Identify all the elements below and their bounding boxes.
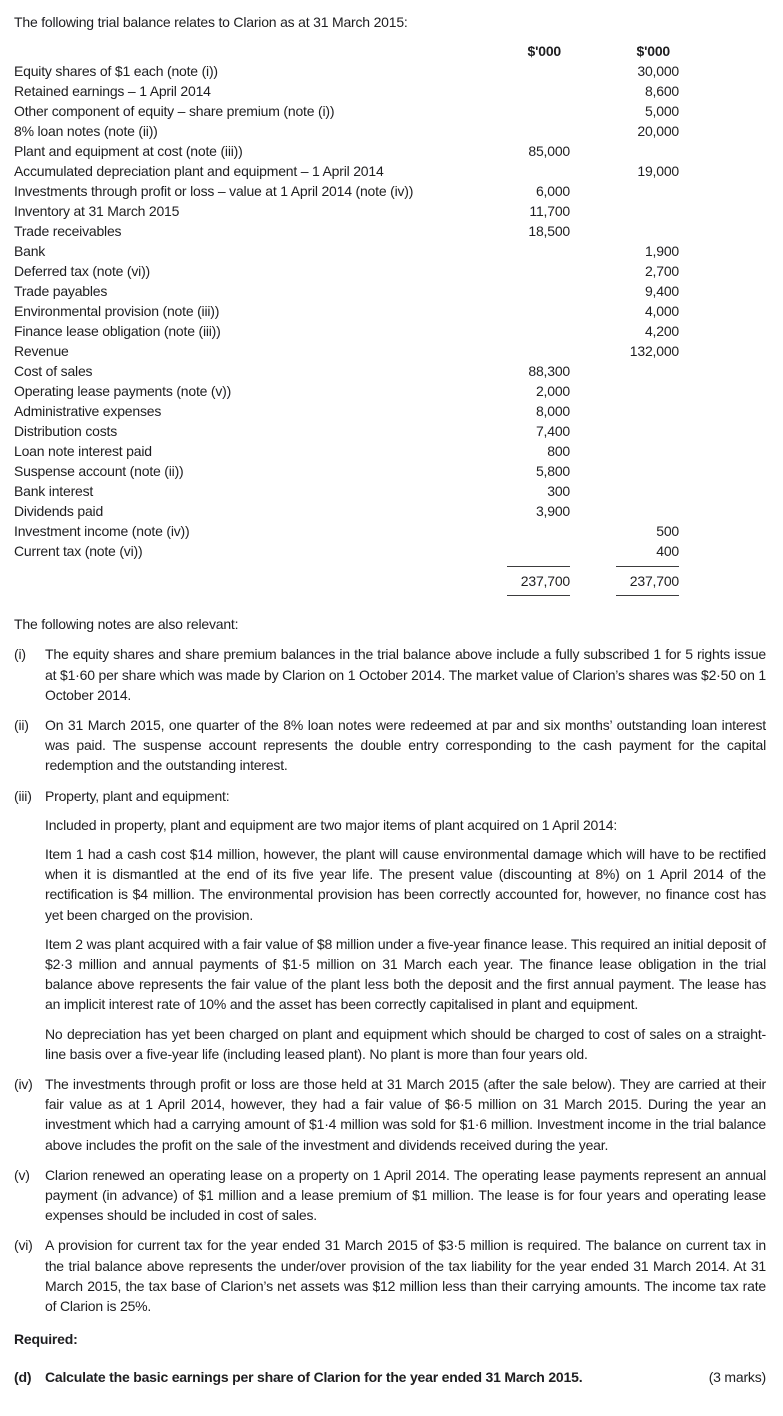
debit-value: [474, 101, 570, 121]
note-label: (v): [14, 1166, 30, 1183]
table-row: [14, 161, 679, 181]
table-row: [14, 61, 679, 81]
note-item-vi: [14, 1235, 766, 1316]
debit-value: 7,400: [535, 423, 570, 440]
note-body: [45, 1235, 766, 1316]
credit-value: 19,000: [637, 163, 679, 180]
account-label: Other component of equity – share premium (note (i)): [14, 103, 335, 120]
debit-value: 2,000: [535, 383, 570, 400]
account-label: Trade payables: [14, 283, 108, 300]
note-paragraph: Clarion renewed an operating lease on a property on 1 April 2014. The operating lease payments represent an annual payment (in advance) of $1 million and a lease premium of $1 million. The lease is for four years and operating lease expenses should be included in cost of sales.: [45, 1166, 766, 1224]
credit-value: 4,000: [644, 303, 679, 320]
note-body: [45, 1165, 766, 1226]
note-item-i: [14, 644, 766, 705]
table-row: [14, 441, 679, 461]
account-column-header: [14, 41, 474, 61]
note-paragraph: Item 2 was plant acquired with a fair value of $8 million under a five-year finance lease. This required an initial deposit of $2·3 million and annual payments of $1·5 million on 31 March each year. The finance lease obligation in the trial balance above represents the fair value of the plant less both the deposit and the first annual payment. The lease has an implicit interest rate of 10% and the asset has been correctly capitalised in plant and equipment.: [45, 935, 766, 1013]
totals-row: [14, 561, 679, 596]
required-label: Required:: [14, 1331, 78, 1348]
table-row: [14, 421, 679, 441]
account-label: Current tax (note (vi)): [14, 543, 143, 560]
debit-value: 88,300: [528, 363, 570, 380]
account-label: Cost of sales: [14, 363, 93, 380]
credit-value: 20,000: [637, 123, 679, 140]
table-row: [14, 261, 679, 281]
debit-value: [474, 521, 570, 541]
credit-value: 500: [656, 523, 679, 540]
note-label: (iv): [14, 1076, 33, 1093]
note-item-ii: [14, 715, 766, 776]
table-row: [14, 221, 679, 241]
credit-value: 4,200: [644, 323, 679, 340]
notes-intro: The following notes are also relevant:: [14, 616, 239, 633]
account-label: Revenue: [14, 343, 69, 360]
total-credit: 237,700: [616, 566, 679, 596]
credit-value: 1,900: [644, 243, 679, 260]
note-item-iv: [14, 1074, 766, 1155]
table-row: [14, 81, 679, 101]
table-header-row: [14, 41, 679, 61]
question-text: Calculate the basic earnings per share of Clarion for the year ended 31 March 2015.: [45, 1368, 583, 1385]
note-body: [45, 1074, 766, 1155]
credit-value: [570, 141, 679, 161]
debit-value: [474, 281, 570, 301]
marks-label: (3 marks): [708, 1368, 766, 1385]
account-label: Environmental provision (note (iii)): [14, 303, 220, 320]
account-label: Accumulated depreciation plant and equipment – 1 April 2014: [14, 163, 384, 180]
debit-value: 8,000: [535, 403, 570, 420]
credit-value: [570, 401, 679, 421]
table-row: [14, 481, 679, 501]
table-row: [14, 101, 679, 121]
credit-value: 400: [656, 543, 679, 560]
account-label: Inventory at 31 March 2015: [14, 203, 180, 220]
note-body: [45, 715, 766, 776]
note-paragraph: No depreciation has yet been charged on plant and equipment which should be charged to cost of sales on a straight-line basis over a five-year life (including leased plant). No plant is more than four years old.: [45, 1025, 766, 1062]
credit-value: 5,000: [644, 103, 679, 120]
table-row: [14, 401, 679, 421]
debit-value: 85,000: [528, 143, 570, 160]
table-row: [14, 381, 679, 401]
table-row: [14, 541, 679, 561]
note-body: [45, 786, 766, 1064]
account-label: Deferred tax (note (vi)): [14, 263, 151, 280]
table-row: [14, 521, 679, 541]
note-paragraph: A provision for current tax for the year ended 31 March 2015 of $3·5 million is required. The balance on current tax in the trial balance above represents the under/over provision of the tax liability for the year ended 31 March 2014. At 31 March 2015, the tax base of Clarion’s net assets was $12 million less than their carrying amounts. The income tax rate of Clarion is 25%.: [45, 1237, 766, 1315]
note-item-iii: [14, 786, 766, 1064]
credit-value: [570, 421, 679, 441]
table-row: [14, 281, 679, 301]
table-row: [14, 201, 679, 221]
note-label: (iii): [14, 787, 32, 804]
debit-value: [474, 301, 570, 321]
debit-value: 800: [547, 443, 570, 460]
debit-value: 300: [547, 483, 570, 500]
account-label: Equity shares of $1 each (note (i)): [14, 63, 218, 80]
note-paragraph: The equity shares and share premium balances in the trial balance above include a fully subscribed 1 for 5 rights issue at $1·60 per share which was made by Clarion on 1 October 2014. The market value of Clarion’s shares was $2·50 on 1 October 2014.: [45, 646, 766, 703]
credit-value: 8,600: [644, 83, 679, 100]
total-credit-cell: [570, 561, 679, 596]
credit-column-header: $'000: [636, 43, 670, 60]
account-label: Investments through profit or loss – value at 1 April 2014 (note (iv)): [14, 183, 414, 200]
account-label: Bank interest: [14, 483, 94, 500]
debit-value: [474, 61, 570, 81]
debit-column-header: $'000: [527, 43, 561, 60]
debit-value: [474, 121, 570, 141]
note-label: (ii): [14, 717, 29, 734]
account-label: Administrative expenses: [14, 403, 162, 420]
question-line: [14, 1367, 766, 1387]
debit-value: 18,500: [528, 223, 570, 240]
note-paragraph: Property, plant and equipment:: [45, 787, 230, 804]
note-paragraph: Item 1 had a cash cost $14 million, however, the plant will cause environmental damage which will have to be rectified when it is dismantled at the end of its five year life. The present value (discounting at 8%) on 1 April 2014 of the rectification is $4 million. The environmental provision has been correctly accounted for, however, no finance cost has yet been charged on the provision.: [45, 846, 766, 923]
debit-value: 6,000: [535, 183, 570, 200]
trial-balance-table: [14, 41, 679, 596]
note-paragraph: The investments through profit or loss are those held at 31 March 2015 (after the sale below). They are carried at their fair value as at 1 April 2014, however, they had a fair value of $6·5 million on 31 March 2015. During the year an investment which had a carrying amount of $1·4 million was sold for $1·6 million. Investment income in the trial balance above includes the profit on the sale of the investment and dividends received during the year.: [45, 1076, 766, 1153]
debit-value: [474, 541, 570, 561]
credit-value: [570, 221, 679, 241]
account-label: Trade receivables: [14, 223, 122, 240]
debit-value: [474, 161, 570, 181]
table-row: [14, 341, 679, 361]
debit-value: [474, 261, 570, 281]
account-label: Loan note interest paid: [14, 443, 152, 460]
credit-value: 2,700: [644, 263, 679, 280]
account-label: Distribution costs: [14, 423, 117, 440]
credit-value: [570, 361, 679, 381]
debit-value: 11,700: [529, 203, 570, 220]
note-paragraph: Included in property, plant and equipment are two major items of plant acquired on 1 April 2014:: [45, 816, 618, 833]
table-row: [14, 501, 679, 521]
table-row: [14, 361, 679, 381]
note-label: (i): [14, 646, 26, 663]
credit-value: [570, 181, 679, 201]
table-row: [14, 321, 679, 341]
table-row: [14, 461, 679, 481]
account-label: Suspense account (note (ii)): [14, 463, 184, 480]
total-debit-cell: [474, 561, 570, 596]
note-label: (vi): [14, 1237, 33, 1254]
debit-value: [474, 321, 570, 341]
debit-value: [474, 341, 570, 361]
table-row: [14, 241, 679, 261]
note-body: [45, 644, 766, 705]
account-label: 8% loan notes (note (ii)): [14, 123, 158, 140]
total-debit: 237,700: [507, 566, 570, 596]
table-row: [14, 121, 679, 141]
intro-text: The following trial balance relates to Clarion as at 31 March 2015:: [14, 14, 408, 30]
credit-value: [570, 381, 679, 401]
credit-value: [570, 501, 679, 521]
credit-value: 9,400: [644, 283, 679, 300]
credit-value: 30,000: [637, 63, 679, 80]
note-paragraph: On 31 March 2015, one quarter of the 8% loan notes were redeemed at par and six months’ outstanding loan interest was paid. The suspense account represents the double entry corresponding to the cash payment for the capital redemption and the outstanding interest.: [45, 717, 766, 774]
credit-value: [570, 461, 679, 481]
debit-value: [474, 81, 570, 101]
table-row: [14, 141, 679, 161]
account-label: Plant and equipment at cost (note (iii)): [14, 143, 243, 160]
credit-value: [570, 441, 679, 461]
totals-spacer: [14, 561, 474, 596]
account-label: Finance lease obligation (note (iii)): [14, 323, 221, 340]
debit-value: 3,900: [535, 503, 570, 520]
account-label: Bank: [14, 243, 46, 260]
account-label: Operating lease payments (note (v)): [14, 383, 232, 400]
account-label: Dividends paid: [14, 503, 104, 520]
note-item-v: [14, 1165, 766, 1226]
table-row: [14, 301, 679, 321]
debit-value: 5,800: [535, 463, 570, 480]
account-label: Investment income (note (iv)): [14, 523, 190, 540]
table-row: [14, 181, 679, 201]
account-label: Retained earnings – 1 April 2014: [14, 83, 211, 100]
credit-value: [570, 201, 679, 221]
question-label: (d): [14, 1368, 32, 1385]
credit-value: [570, 481, 679, 501]
credit-value: 132,000: [629, 343, 679, 360]
debit-value: [474, 241, 570, 261]
